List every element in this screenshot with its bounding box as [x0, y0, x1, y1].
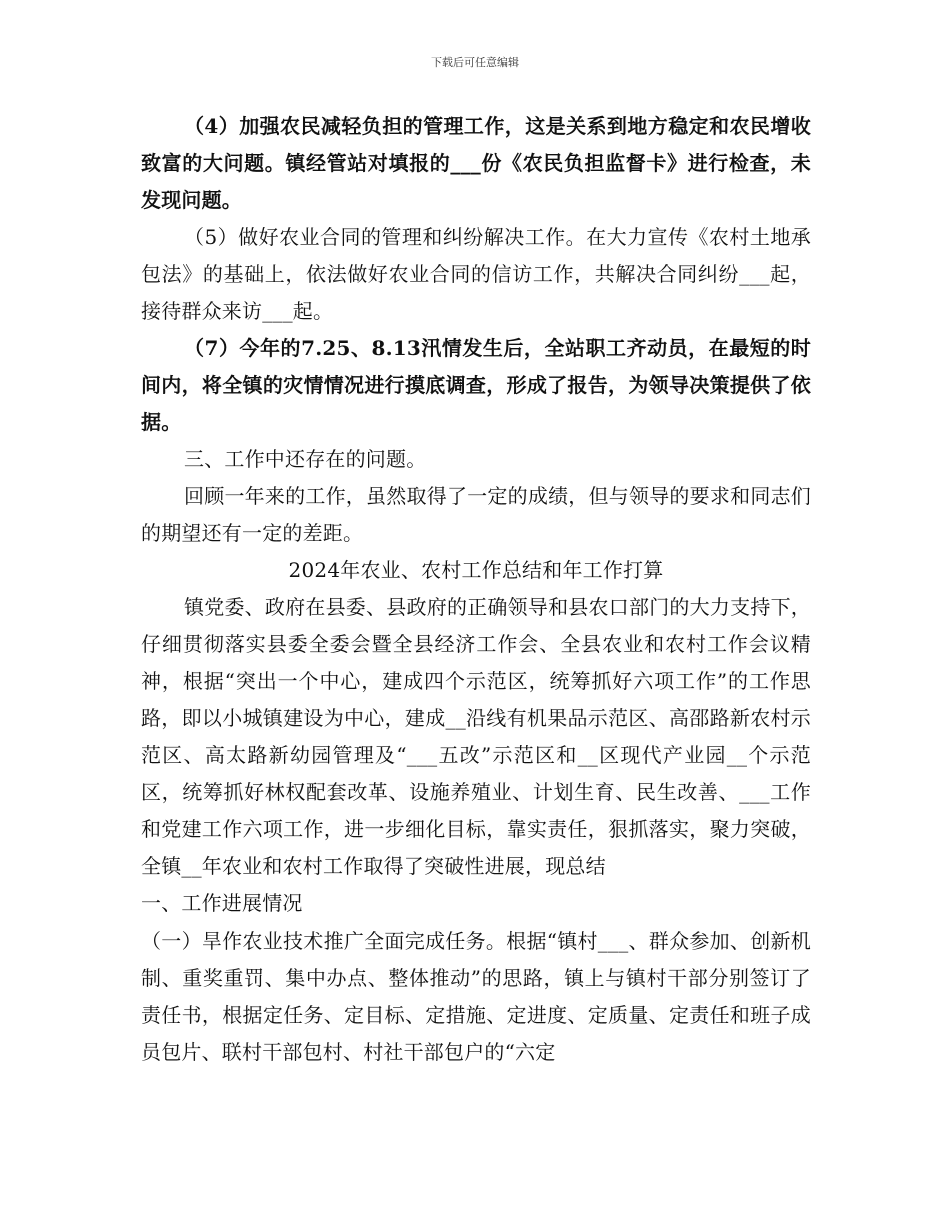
paragraph-review: 回顾一年来的工作，虽然取得了一定的成绩，但与领导的要求和同志们的期望还有一定的差距。	[141, 484, 811, 545]
paragraph-dry-farming: （一）旱作农业技术推广全面完成任务。根据“镇村___、群众参加、创新机制、重奖重罚、集中办点、整体推动”的思路，镇上与镇村干部分别签订了责任书，根据定任务、定目标、定措施、定进度、定质量、定责任和班子成员包片、联村干部包村、村社干部包户的“六定	[141, 929, 811, 1064]
document-title: 2024年农业、农村工作总结和年工作打算	[288, 558, 664, 582]
paragraph-farmer-burden: （4）加强农民减轻负担的管理工作，这是关系到地方稳定和农民增收致富的大问题。镇经管站对填报的___份《农民负担监督卡》进行检查，未发现问题。	[141, 114, 811, 212]
section-heading-problems: 三、工作中还存在的问题。	[184, 447, 427, 471]
paragraph-flood-survey: （7）今年的7.25、8.13汛情发生后，全站职工齐动员，在最短的时间内，将全镇的灾情情况进行摸底调查，形成了报告，为领导决策提供了依据。	[141, 336, 811, 434]
page-header: 下载后可任意编辑	[431, 56, 519, 69]
paragraph-contract-management: （5）做好农业合同的管理和纠纷解决工作。在大力宣传《农村土地承包法》的基础上，依法做好农业合同的信访工作，共解决合同纠纷___起，接待群众来访___起。	[141, 225, 811, 323]
paragraph-intro: 镇党委、政府在县委、县政府的正确领导和县农口部门的大力支持下，仔细贯彻落实县委全委会暨全县经济工作会、全县农业和农村工作会议精神，根据“突出一个中心，建成四个示范区，统筹抓好六项工作”的工作思路，即以小城镇建设为中心，建成__沿线有机果品示范区、高邵路新农村示范区、高太路新幼园管理及“___五改”示范区和__区现代产业园__个示范区，统筹抓好林权配套改革、设施养殖业、计划生育、民生改善、___工作和党建工作六项工作，进一步细化目标，靠实责任，狠抓落实，聚力突破，全镇__年农业和农村工作取得了突破性进展，现总结	[141, 595, 811, 878]
document-body	[141, 108, 811, 1071]
section-heading-progress: 一、工作进展情况	[141, 891, 303, 915]
